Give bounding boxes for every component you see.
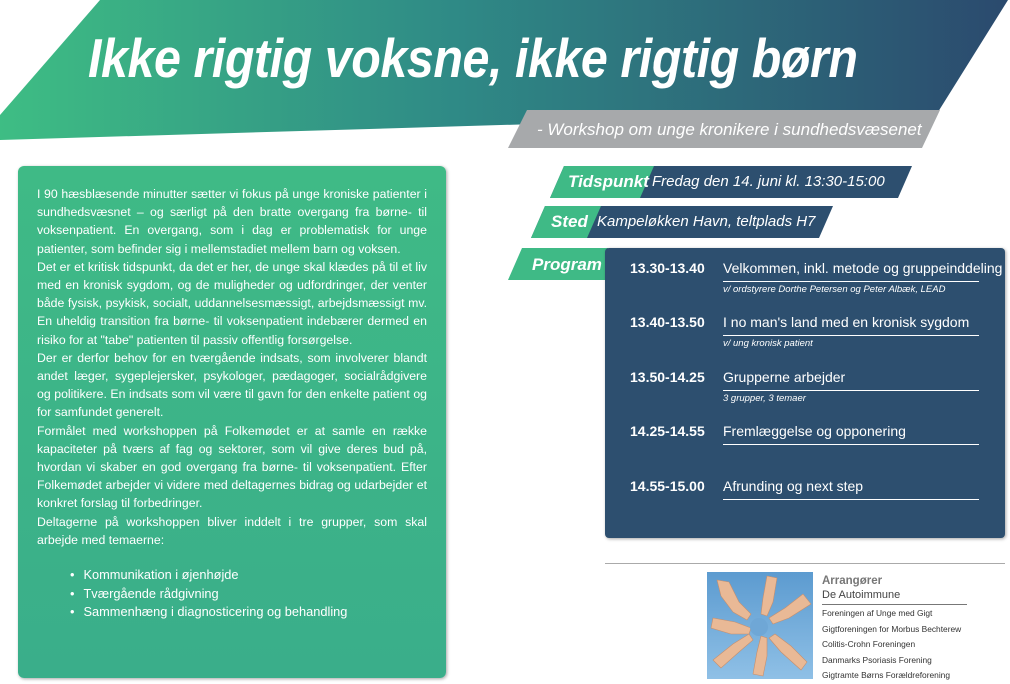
program-note: v/ ordstyrere Dorthe Petersen og Peter Albæk, LEAD — [723, 284, 946, 295]
section-divider — [605, 563, 1005, 564]
organizer-item: Gigtramte Børns Forældreforening — [822, 670, 950, 680]
program-divider — [723, 335, 979, 336]
organizer-item: Foreningen af Unge med Gigt — [822, 608, 933, 618]
program-title: Velkommen, inkl. metode og gruppeinddeling — [723, 260, 1003, 276]
description-paragraph: Formålet med workshoppen på Folkemødet er at samle en række kapaciteter på tværs af fag og sektorer, som vil give deres bud på, hvordan vi skaber en god overgang fra børne- til voksenpatient. Efter Folkemødet arbejder vi videre med deltagernes bidrag og udarbejder et konkret forslag til forbedringer. — [37, 423, 427, 511]
program-time: 14.55-15.00 — [630, 478, 705, 494]
description-paragraph: I 90 hæsblæsende minutter sætter vi fokus på unge kroniske patienter i sundhedsvæsnet – og særligt på den bratte overgang fra børne- til voksenpatient. En overgang, som i dag er problematisk for unge patienter, som befinder sig i mellemstadiet mellem barn og voksen. — [37, 187, 427, 256]
program-title: Afrunding og next step — [723, 478, 864, 494]
place-value: Kampeløkken Havn, teltplads H7 — [597, 213, 816, 230]
program-divider — [723, 390, 979, 391]
time-value: Fredag den 14. juni kl. 13:30-15:00 — [652, 173, 885, 190]
program-time: 13.50-14.25 — [630, 369, 705, 385]
program-panel — [605, 248, 1005, 538]
program-title: I no man's land med en kronisk sygdom — [723, 314, 970, 330]
organizers-heading: Arrangører — [822, 575, 883, 587]
page-title: Ikke rigtig voksne, ikke rigtig børn — [88, 27, 858, 89]
description-paragraph: Der er derfor behov for en tværgående indsats, som involverer blandt andet læger, sygeplejersker, psykologer, pædagoger, socialrådgivere og politikere. En indsats som vil være til gavn for den enkelte patient og for samfundet generelt. — [37, 350, 427, 420]
program-divider — [723, 499, 979, 500]
theme-item: • Sammenhæng i diagnosticering og behandling — [66, 603, 347, 622]
program-title: Fremlæggelse og opponering — [723, 423, 906, 439]
theme-list — [66, 566, 347, 622]
hands-photo — [707, 572, 813, 679]
hands-illustration — [707, 572, 813, 679]
program-time: 13.40-13.50 — [630, 314, 705, 330]
place-label: Sted — [551, 212, 588, 231]
header-banner — [0, 0, 1010, 148]
organizer-item: Colitis-Crohn Foreningen — [822, 639, 916, 649]
organizers-main: De Autoimmune — [822, 589, 901, 601]
description-panel — [18, 166, 446, 678]
program-note: v/ ung kronisk patient — [723, 338, 813, 349]
theme-item: • Kommunikation i øjenhøjde — [66, 566, 347, 585]
place-tag — [531, 206, 833, 238]
description-paragraph: Deltagerne på workshoppen bliver inddelt i tre grupper, som skal arbejde med temaerne: — [37, 514, 427, 547]
time-tag — [550, 166, 912, 198]
program-note: 3 grupper, 3 temaer — [723, 393, 806, 404]
organizers-divider — [822, 604, 967, 605]
program-tag — [508, 248, 608, 280]
organizer-list — [822, 606, 961, 684]
program-divider — [723, 444, 979, 445]
program-divider — [723, 281, 979, 282]
time-label: Tidspunkt — [568, 172, 649, 191]
program-time: 14.25-14.55 — [630, 423, 705, 439]
page-subtitle: - Workshop om unge kronikere i sundhedsvæsenet — [537, 120, 922, 139]
organizer-item: Gigtforeningen for Morbus Bechterew — [822, 623, 962, 634]
program-time: 13.30-13.40 — [630, 260, 705, 276]
description-paragraph: Det er et kritisk tidspunkt, da det er her, de unge skal klædes på til et liv med en kronisk sygdom, og de muligheder og udfordringer, der venter både fysisk, psykisk, socialt, uddannelsesmæssigt, arbejdsmæssigt mv. En uheldig transition fra børne- til voksenpatient indebærer dermed en risiko for at "tabe" patienten til passiv offentlig forsørgelse. — [37, 259, 427, 347]
theme-item: • Tværgående rådgivning — [66, 585, 347, 604]
description-text — [37, 185, 427, 549]
organizer-item: Danmarks Psoriasis Forening — [822, 654, 932, 665]
program-title: Grupperne arbejder — [723, 369, 846, 385]
program-label: Program — [532, 255, 602, 274]
